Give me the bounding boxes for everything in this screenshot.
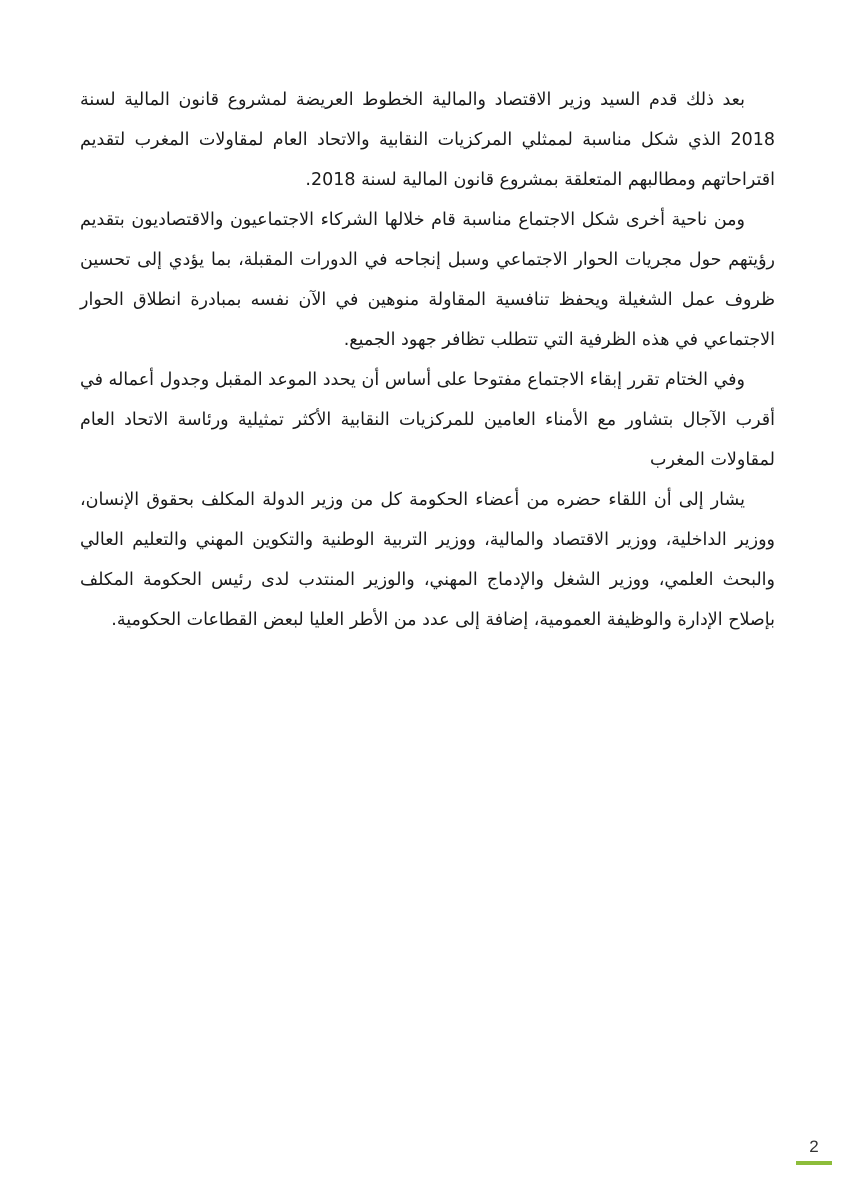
paragraph-social-dialogue: ومن ناحية أخرى شكل الاجتماع مناسبة قام خلالها الشركاء الاجتماعيون والاقتصاديون بتقديم رؤيتهم حول مجريات الحوار الاجتماعي وسبل إنجاحه في الدورات المقبلة، بما يؤدي إلى تحسين ظروف عمل الشغيلة ويحفظ تنافسية المقاولة منوهين في الآن نفسه بمبادرة انطلاق الحوار الاجتماعي في هذه الظرفية التي تتطلب تظافر جهود الجميع. xyxy=(80,210,775,350)
paragraph-attendees: يشار إلى أن اللقاء حضره من أعضاء الحكومة كل من وزير الدولة المكلف بحقوق الإنسان، ووزير الداخلية، ووزير الاقتصاد والمالية، ووزير التربية الوطنية والتكوين المهني والتعليم العالي والبحث العلمي، ووزير الشغل والإدماج المهني، والوزير المنتدب لدى رئيس الحكومة المكلف بإصلاح الإدارة والوظيفة العمومية، إضافة إلى عدد من الأطر العليا لبعض القطاعات الحكومية. xyxy=(80,490,775,630)
document-body xyxy=(80,80,775,640)
paragraph-budget-bill: بعد ذلك قدم السيد وزير الاقتصاد والمالية الخطوط العريضة لمشروع قانون المالية لسنة 2018 الذي شكل مناسبة لممثلي المركزيات النقابية والاتحاد العام لمقاولات المغرب لتقديم اقتراحاتهم ومطالبهم المتعلقة بمشروع قانون المالية لسنة 2018. xyxy=(80,90,775,190)
page-number: 2 xyxy=(809,1137,819,1156)
paragraph-closing: وفي الختام تقرر إبقاء الاجتماع مفتوحا على أساس أن يحدد الموعد المقبل وجدول أعماله في أقرب الآجال بتشاور مع الأمناء العامين للمركزيات النقابية الأكثر تمثيلية ورئاسة الاتحاد العام لمقاولات المغرب xyxy=(80,370,775,470)
page-number-underline xyxy=(796,1161,832,1165)
